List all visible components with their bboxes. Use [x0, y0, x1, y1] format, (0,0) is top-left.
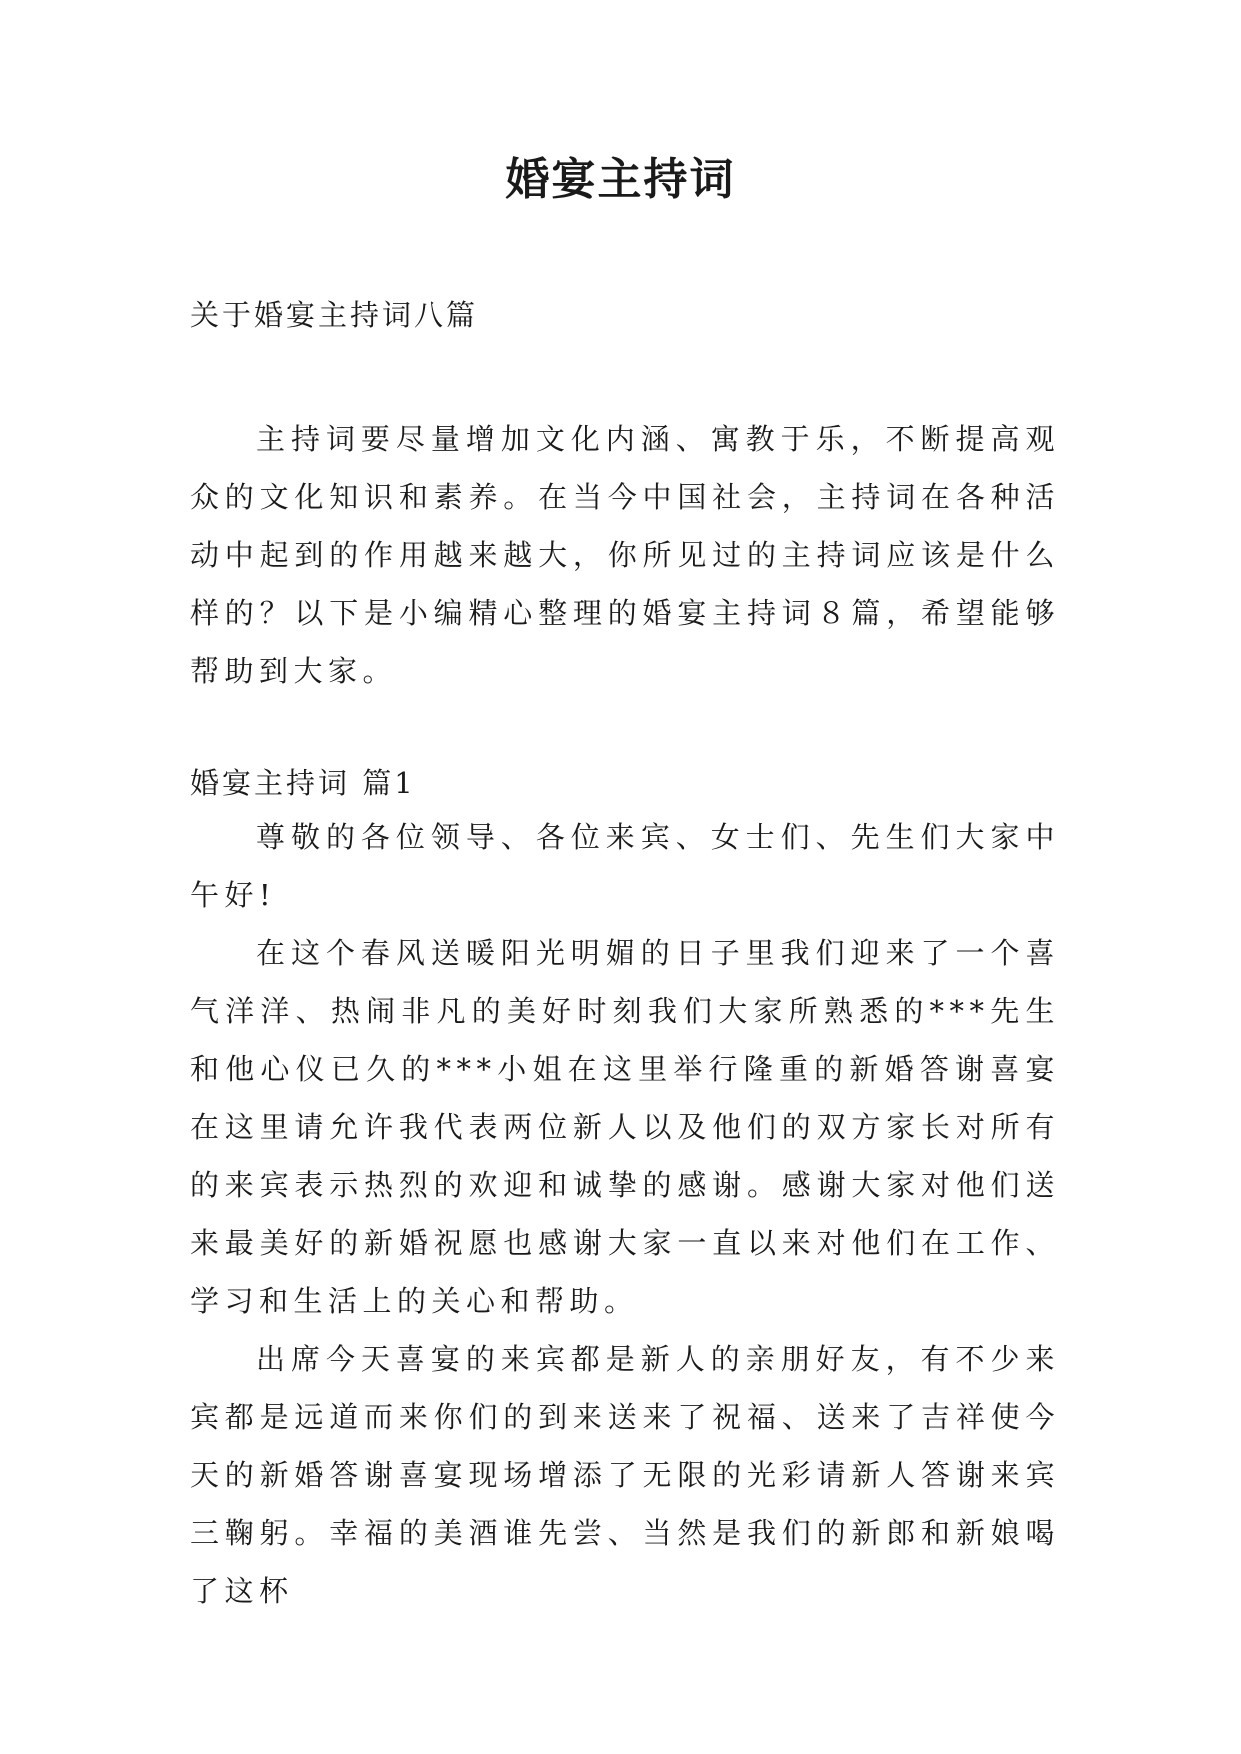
- section-paragraph: 出席今天喜宴的来宾都是新人的亲朋好友，有不少来宾都是远道而来你们的到来送来了祝福、送来了吉祥使今天的新婚答谢喜宴现场增添了无限的光彩请新人答谢来宾三鞠躬。幸福的美酒谁先尝、当然是我们的新郎和新娘喝了这杯: [190, 1342, 1060, 1608]
- intro-block: [190, 410, 1060, 700]
- section-paragraph: 在这个春风送暖阳光明媚的日子里我们迎来了一个喜气洋洋、热闹非凡的美好时刻我们大家所熟悉的***先生和他心仪已久的***小姐在这里举行隆重的新婚答谢喜宴在这里请允许我代表两位新人以及他们的双方家长对所有的来宾表示热烈的欢迎和诚挚的感谢。感谢大家对他们送来最美好的新婚祝愿也感谢大家一直以来对他们在工作、学习和生活上的关心和帮助。: [190, 936, 1060, 1318]
- section-body: [190, 808, 1060, 1620]
- document-title: 婚宴主持词: [505, 154, 736, 205]
- section-paragraph: 尊敬的各位领导、各位来宾、女士们、先生们大家中午好!: [190, 820, 1060, 912]
- intro-paragraph: 主持词要尽量增加文化内涵、寓教于乐，不断提高观众的文化知识和素养。在当今中国社会，主持词在各种活动中起到的作用越来越大，你所见过的主持词应该是什么样的？以下是小编精心整理的婚宴主持词８篇，希望能够帮助到大家。: [190, 422, 1060, 688]
- section-heading: 婚宴主持词 篇1: [190, 766, 416, 800]
- document-subtitle: 关于婚宴主持词八篇: [190, 298, 479, 332]
